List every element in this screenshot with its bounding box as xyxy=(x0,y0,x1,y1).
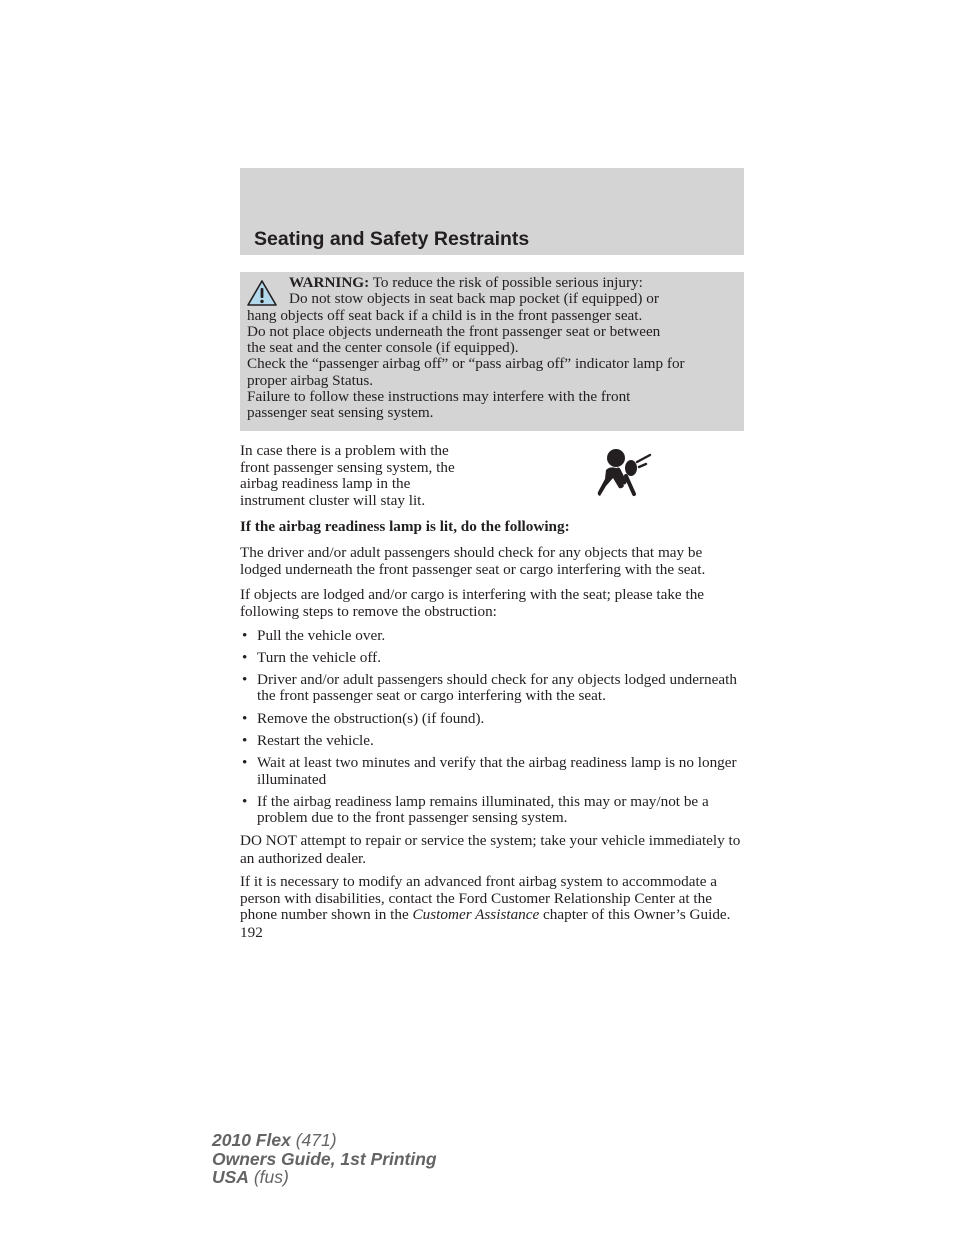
warning-triangle-icon xyxy=(246,279,278,307)
footer-region-code: (fus) xyxy=(253,1167,289,1187)
warning-first-text: To reduce the risk of possible serious injury: xyxy=(372,274,643,291)
modify-text: If it is necessary to modify an advanced front airbag system to accommodate a person with disabilities, contact the Ford Customer Relationship Center at the phone number shown in the xyxy=(240,873,717,924)
footer-guide: Owners Guide, 1st Printing xyxy=(212,1148,437,1169)
footer-model-line xyxy=(212,1131,437,1150)
do-not-paragraph: DO NOT attempt to repair or service the system; take your vehicle immediately to an authorized dealer. xyxy=(240,832,741,867)
intro-line: In case there is a problem with the xyxy=(240,442,449,459)
warning-line: passenger seat sensing system. xyxy=(247,404,434,422)
modify-text-end: chapter of this Owner’s Guide. xyxy=(543,906,731,924)
warning-line: Failure to follow these instructions may interfere with the front xyxy=(247,388,631,406)
step-item: • Wait at least two minutes and verify that the airbag readiness lamp is no longer illuminated xyxy=(240,755,746,788)
footer-model: 2010 Flex xyxy=(212,1130,291,1150)
print-footer xyxy=(212,1131,437,1187)
step-item: • Driver and/or adult passengers should check for any objects lodged underneath the front passenger seat or cargo interfering with the seat. xyxy=(240,672,746,705)
intro-row xyxy=(240,443,746,513)
warning-line: Do not place objects underneath the front passenger seat or between xyxy=(247,322,661,340)
warning-line: hang objects off seat back if a child is in the front passenger seat. xyxy=(247,306,643,324)
intro-line: front passenger sensing system, the xyxy=(240,458,455,476)
step-item: • Remove the obstruction(s) (if found). xyxy=(240,711,746,727)
footer-region: USA xyxy=(212,1167,249,1187)
customer-assistance-reference: Customer Assistance xyxy=(412,906,540,924)
footer-guide-line xyxy=(212,1150,437,1169)
check-paragraph: The driver and/or adult passengers should check for any objects that may be lodged underneath the front passenger seat or cargo interfering with the seat. xyxy=(240,543,706,578)
step-item: • Restart the vehicle. xyxy=(240,733,746,749)
warning-label: WARNING: xyxy=(289,274,370,291)
step-item: • Pull the vehicle over. xyxy=(240,628,746,644)
warning-line: proper airbag Status. xyxy=(247,371,374,389)
intro-paragraph xyxy=(240,443,500,509)
airbag-readiness-icon xyxy=(596,446,652,498)
step-item: • If the airbag readiness lamp remains illuminated, this may or may/not be a problem due to the front passenger sensing system. xyxy=(240,794,746,827)
page-number: 192 xyxy=(240,924,263,942)
warning-line: Check the “passenger airbag off” or “pass airbag off” indicator lamp for xyxy=(247,355,685,373)
footer-model-code: (471) xyxy=(295,1130,337,1150)
intro-line: airbag readiness lamp in the xyxy=(240,475,411,492)
lit-heading: If the airbag readiness lamp is lit, do the following: xyxy=(240,518,570,535)
warning-line: the seat and the center console (if equipped). xyxy=(247,339,519,357)
warning-box xyxy=(240,272,744,431)
steps-intro-paragraph: If objects are lodged and/or cargo is interfering with the seat; please take the following steps to remove the obstruction: xyxy=(240,585,705,620)
steps-list xyxy=(240,628,746,827)
modify-paragraph xyxy=(240,874,746,923)
section-header-band xyxy=(240,168,744,255)
warning-line: Do not stow objects in seat back map pocket (if equipped) or xyxy=(289,290,659,308)
intro-line: instrument cluster will stay lit. xyxy=(240,491,426,509)
body-text xyxy=(240,443,746,942)
step-item: • Turn the vehicle off. xyxy=(240,650,746,666)
section-title: Seating and Safety Restraints xyxy=(254,228,530,250)
warning-first-line xyxy=(247,275,738,291)
footer-region-line xyxy=(212,1168,437,1187)
